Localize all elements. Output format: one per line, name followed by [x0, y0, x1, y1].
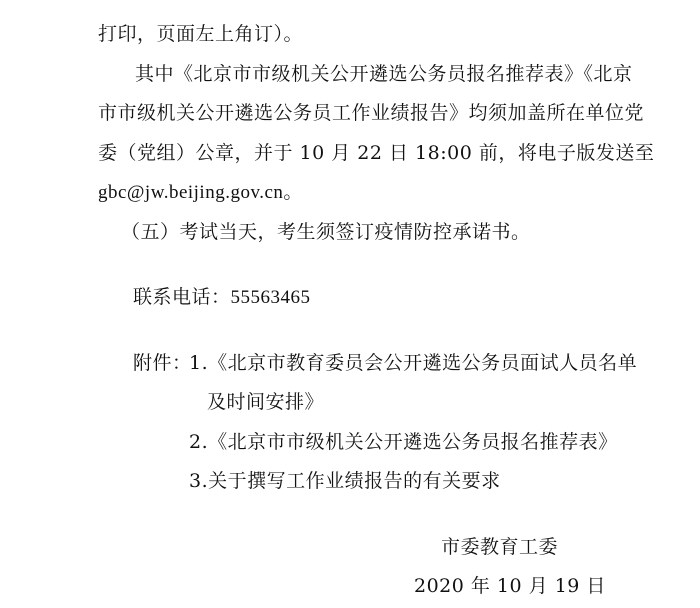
signature-org: 市委教育工委	[441, 536, 559, 558]
email-address: gbc@jw.beijing.gov.cn。	[98, 182, 303, 203]
attachment-item-3: 3.关于撰写工作业绩报告的有关要求	[189, 470, 501, 492]
item-five-text: （五）考试当天，考生须签订疫情防控承诺书。	[121, 221, 531, 243]
paragraph-line-2: 市市级机关公开遴选公务员工作业绩报告》均须加盖所在单位党	[98, 102, 645, 124]
contact-label: 联系电话：	[133, 286, 231, 308]
contact-number: 55563465	[230, 287, 311, 308]
text-line-print-note: 打印，页面左上角订）。	[98, 23, 304, 45]
paragraph-line-1: 其中《北京市市级机关公开遴选公务员报名推荐表》《北京	[135, 63, 633, 85]
attachment-item-1-line-2: 及时间安排》	[207, 391, 325, 413]
attachment-item-2: 2.《北京市市级机关公开遴选公务员报名推荐表》	[189, 431, 618, 453]
paragraph-line-3: 委（党组）公章，并于 10 月 22 日 18:00 前，将电子版发送至	[98, 142, 655, 164]
signature-date: 2020 年 10 月 19 日	[414, 575, 606, 597]
attachment-item-1-line-1: 1.《北京市教育委员会公开遴选公务员面试人员名单	[189, 352, 638, 374]
attachments-label: 附件：	[133, 352, 192, 374]
contact-phone	[133, 285, 311, 310]
